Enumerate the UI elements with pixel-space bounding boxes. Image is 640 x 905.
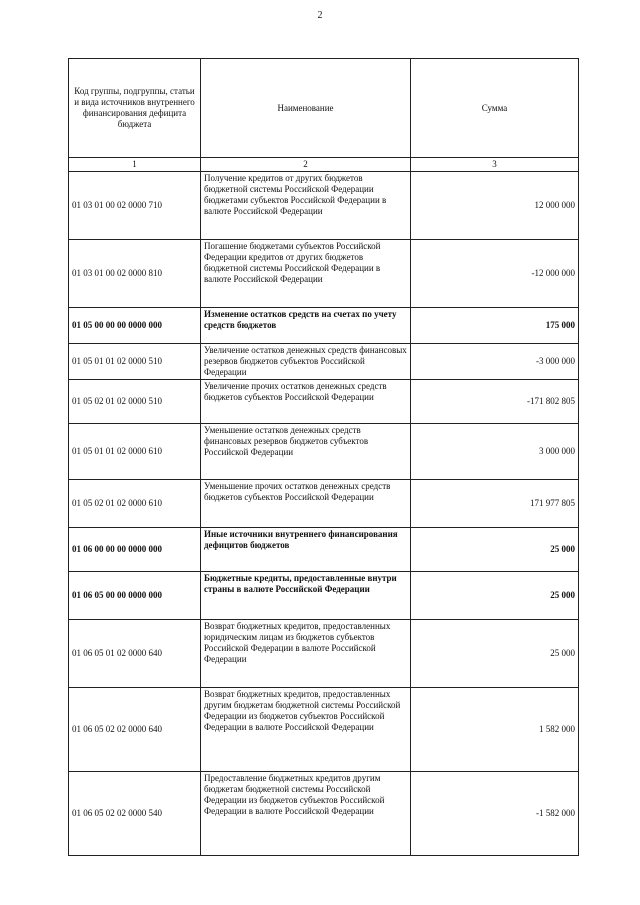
row-code: 01 03 01 00 02 0000 710 bbox=[69, 172, 201, 240]
row-sum: -1 582 000 bbox=[411, 772, 579, 856]
row-code: 01 05 00 00 00 0000 000 bbox=[69, 308, 201, 344]
row-name: Иные источники внутреннего финансирования дефицитов бюджетов bbox=[201, 528, 411, 572]
row-code: 01 05 02 01 02 0000 510 bbox=[69, 380, 201, 424]
row-sum: 3 000 000 bbox=[411, 424, 579, 480]
row-name: Уменьшение прочих остатков денежных средств бюджетов субъектов Российской Федерации bbox=[201, 480, 411, 528]
header-sum: Сумма bbox=[411, 59, 579, 158]
row-name: Предоставление бюджетных кредитов другим бюджетам бюджетной системы Российской Федерации из бюджетов субъектов Российской Федерации в валюте Российской Федерации bbox=[201, 772, 411, 856]
row-sum: -3 000 000 bbox=[411, 344, 579, 380]
row-code: 01 05 01 01 02 0000 510 bbox=[69, 344, 201, 380]
page-number: 2 bbox=[317, 10, 323, 21]
table-row bbox=[69, 480, 579, 528]
row-sum: 12 000 000 bbox=[411, 172, 579, 240]
row-name: Увеличение прочих остатков денежных средств бюджетов субъектов Российской Федерации bbox=[201, 380, 411, 424]
row-name: Уменьшение остатков денежных средств финансовых резервов бюджетов субъектов Российской Федерации bbox=[201, 424, 411, 480]
row-name: Увеличение остатков денежных средств финансовых резервов бюджетов субъектов Российской Федерации bbox=[201, 344, 411, 380]
row-code: 01 05 02 01 02 0000 610 bbox=[69, 480, 201, 528]
row-sum: -12 000 000 bbox=[411, 240, 579, 308]
row-name: Возврат бюджетных кредитов, предоставленных юридическим лицам из бюджетов субъектов Российской Федерации в валюте Российской Федерации bbox=[201, 620, 411, 688]
header-name: Наименование bbox=[201, 59, 411, 158]
table-row bbox=[69, 620, 579, 688]
row-code: 01 06 05 02 02 0000 640 bbox=[69, 688, 201, 772]
row-code: 01 03 01 00 02 0000 810 bbox=[69, 240, 201, 308]
row-sum: 25 000 bbox=[411, 620, 579, 688]
table-row bbox=[69, 528, 579, 572]
table-row bbox=[69, 380, 579, 424]
row-sum: 175 000 bbox=[411, 308, 579, 344]
column-number-1: 1 bbox=[69, 158, 201, 172]
row-code: 01 06 00 00 00 0000 000 bbox=[69, 528, 201, 572]
table-row bbox=[69, 172, 579, 240]
column-number-3: 3 bbox=[411, 158, 579, 172]
table-row bbox=[69, 572, 579, 620]
row-sum: 1 582 000 bbox=[411, 688, 579, 772]
budget-sources-table bbox=[68, 58, 579, 856]
row-code: 01 05 01 01 02 0000 610 bbox=[69, 424, 201, 480]
column-number-row bbox=[69, 158, 579, 172]
row-name: Изменение остатков средств на счетах по учету средств бюджетов bbox=[201, 308, 411, 344]
row-sum: 25 000 bbox=[411, 528, 579, 572]
row-code: 01 06 05 01 02 0000 640 bbox=[69, 620, 201, 688]
row-sum: -171 802 805 bbox=[411, 380, 579, 424]
table-row bbox=[69, 240, 579, 308]
table-header-row bbox=[69, 59, 579, 158]
row-name: Возврат бюджетных кредитов, предоставленных другим бюджетам бюджетной системы Российской Федерации из бюджетов субъектов Российской Федерации в валюте Российской Федерации bbox=[201, 688, 411, 772]
table-row bbox=[69, 424, 579, 480]
table-row bbox=[69, 308, 579, 344]
row-name: Получение кредитов от других бюджетов бюджетной системы Российской Федерации бюджетами субъектов Российской Федерации в валюте Российской Федерации bbox=[201, 172, 411, 240]
row-name: Погашение бюджетами субъектов Российской Федерации кредитов от других бюджетов бюджетной системы Российской Федерации в валюте Российской Федерации bbox=[201, 240, 411, 308]
row-name: Бюджетные кредиты, предоставленные внутри страны в валюте Российской Федерации bbox=[201, 572, 411, 620]
table-row bbox=[69, 772, 579, 856]
row-sum: 25 000 bbox=[411, 572, 579, 620]
row-sum: 171 977 805 bbox=[411, 480, 579, 528]
table-row bbox=[69, 344, 579, 380]
column-number-2: 2 bbox=[201, 158, 411, 172]
header-code: Код группы, подгруппы, статьи и вида источников внутреннего финансирования дефицита бюджета bbox=[69, 59, 201, 158]
table-row bbox=[69, 688, 579, 772]
row-code: 01 06 05 02 02 0000 540 bbox=[69, 772, 201, 856]
row-code: 01 06 05 00 00 0000 000 bbox=[69, 572, 201, 620]
